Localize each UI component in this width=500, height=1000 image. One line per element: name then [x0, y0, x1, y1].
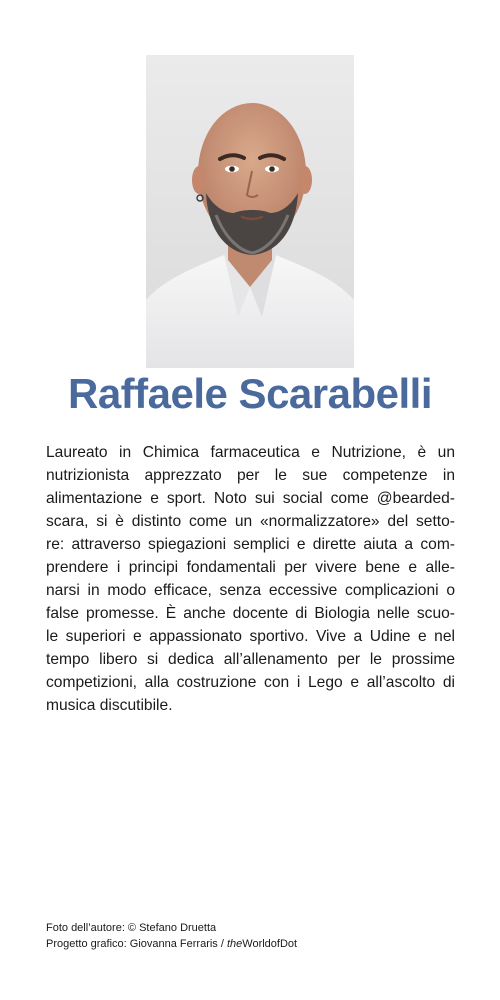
bio-line: alimentazione e sport. Noto sui social come @bearded- — [46, 490, 455, 507]
bio-line: re: attraverso spiegazioni semplici e dirette aiuta a com- — [46, 536, 455, 553]
bio-line: false promesse. È anche docente di Biologia nelle scuo- — [46, 605, 455, 622]
design-credit-the: the — [226, 938, 243, 950]
bio-line: le superiori e appassionato sportivo. Vive a Udine e nel — [46, 628, 455, 645]
bio-line: competizioni, alla costruzione con i Lego e all’ascolto di — [46, 674, 455, 691]
photo-credit: Foto dell’autore: © Stefano Druetta — [46, 922, 217, 934]
design-credit — [46, 936, 297, 952]
design-credit-studio: WorldofDot — [242, 938, 298, 950]
author-name: Raffaele Scarabelli — [67, 370, 433, 417]
bio-line: tempo libero si dedica all’allenamento per le prossime — [46, 651, 455, 668]
author-portrait-image — [146, 55, 354, 368]
credits — [46, 920, 297, 952]
bio-line: prendere i principi fondamentali per vivere bene e alle- — [46, 559, 455, 576]
author-bio — [46, 441, 455, 717]
author-photo — [146, 55, 354, 368]
design-credit-prefix: Progetto grafico: Giovanna Ferraris / — [46, 938, 227, 950]
bio-line: Laureato in Chimica farmaceutica e Nutrizione, è un — [46, 444, 455, 461]
bio-line: narsi in modo efficace, senza eccessive complicazioni o — [46, 582, 455, 599]
bio-line: musica discutibile. — [46, 697, 173, 714]
bio-line: nutrizionista apprezzato per le sue competenze in — [46, 467, 455, 484]
bio-line: scara, si è distinto come un «normalizzatore» del setto- — [46, 513, 455, 530]
